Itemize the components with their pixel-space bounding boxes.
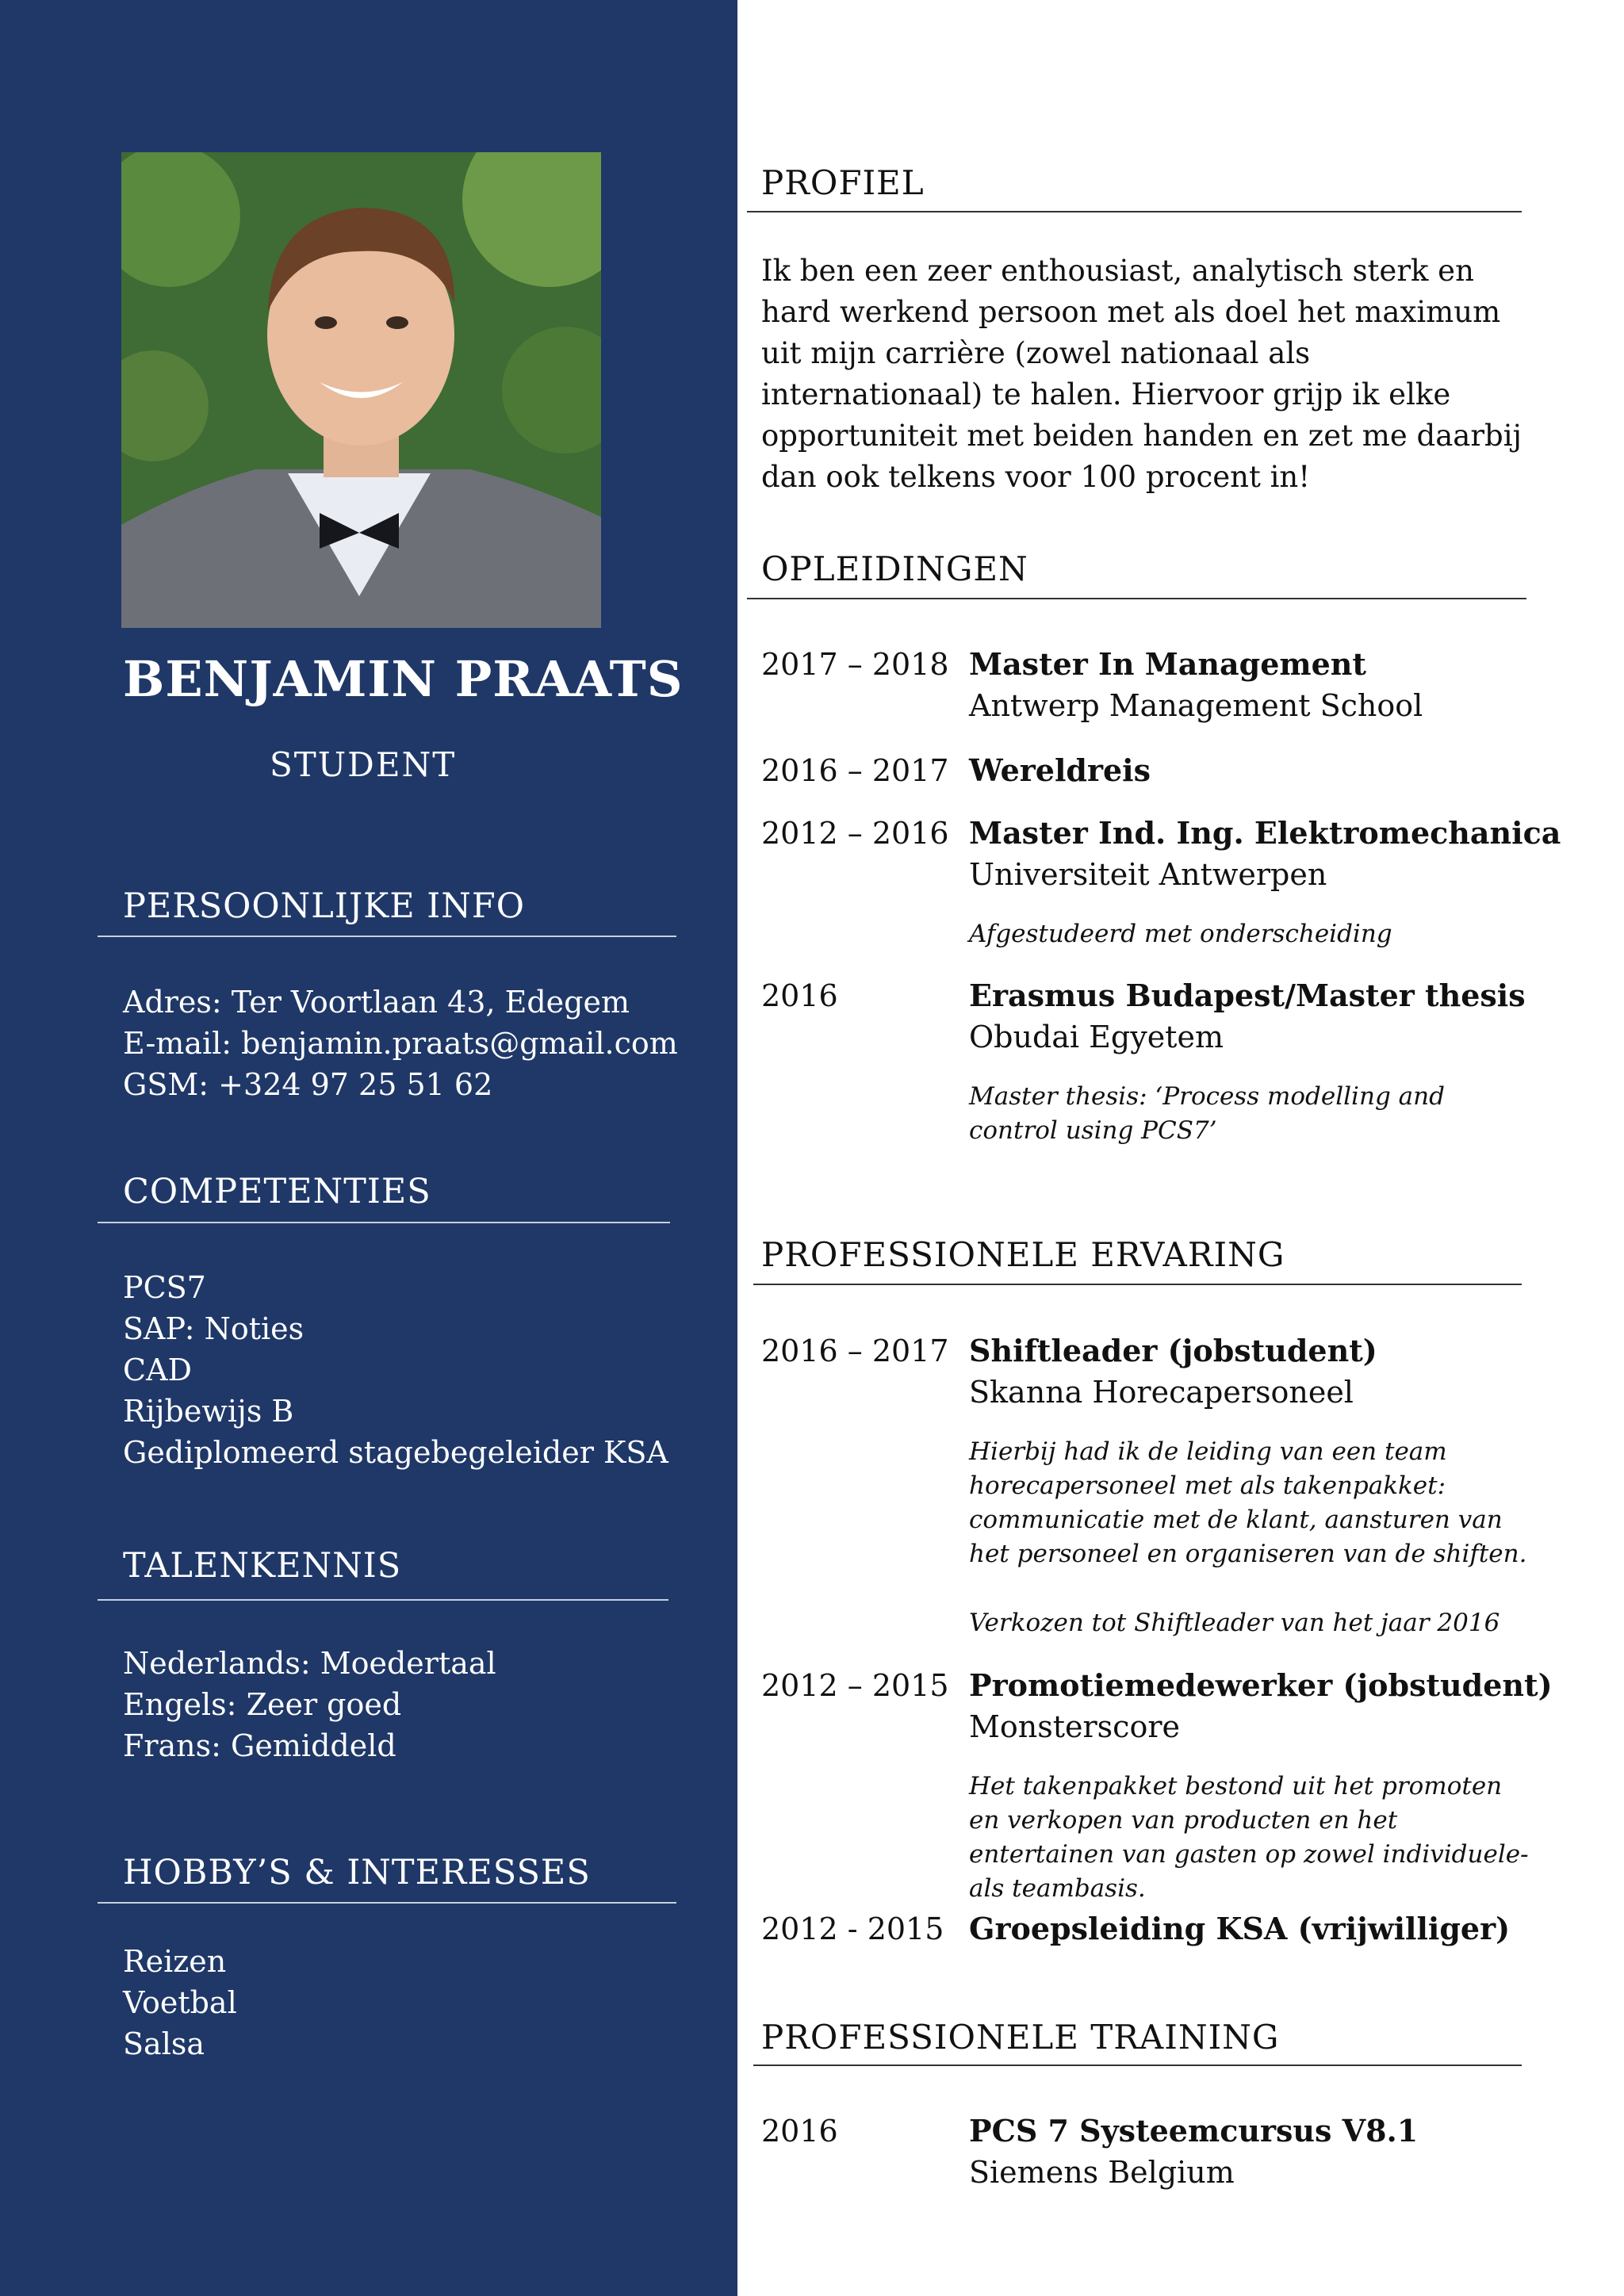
person-name: BENJAMIN PRAATS xyxy=(123,650,684,708)
entry-provider: Siemens Belgium xyxy=(969,2155,1235,2190)
list-item: Voetbal xyxy=(123,1985,237,2020)
section-heading-personal-info: PERSOONLIJKE INFO xyxy=(123,886,525,926)
entry-company: Monsterscore xyxy=(969,1709,1180,1744)
phone-line[interactable]: GSM: +324 97 25 51 62 xyxy=(123,1067,493,1102)
section-divider xyxy=(98,1902,676,1904)
entry-title: Shiftleader (jobstudent) xyxy=(969,1333,1377,1368)
list-item: Salsa xyxy=(123,2026,205,2061)
sidebar xyxy=(0,0,737,2296)
list-item: Engels: Zeer goed xyxy=(123,1687,402,1722)
section-divider xyxy=(98,1222,670,1223)
person-title: STUDENT xyxy=(270,745,457,784)
entry-year: 2017 – 2018 xyxy=(761,647,949,682)
section-divider xyxy=(98,936,676,937)
skills-list xyxy=(123,1267,668,1473)
list-item: Gediplomeerd stagebegeleider KSA xyxy=(123,1435,668,1470)
entry-title: PCS 7 Systeemcursus V8.1 xyxy=(969,2113,1419,2149)
section-heading-education: OPLEIDINGEN xyxy=(761,549,1028,588)
address-line: Adres: Ter Voortlaan 43, Edegem xyxy=(123,985,630,1020)
entry-year: 2012 – 2016 xyxy=(761,816,949,851)
list-item: SAP: Noties xyxy=(123,1311,304,1346)
section-heading-hobbies: HOBBY’S & INTERESSES xyxy=(123,1853,591,1892)
profile-text: Ik ben een zeer enthousiast, analytisch sterk en hard werkend persoon met als doel het maximum uit mijn carrière (zowel nationaal als internationaal) te halen. Hiervoor grijp ik elke opportuniteit met beiden handen en zet me daarbij dan ook telkens voor 100 procent in! xyxy=(761,254,1522,494)
entry-note: Afgestudeerd met onderscheiding xyxy=(969,920,1392,948)
entry-institution: Antwerp Management School xyxy=(969,688,1423,723)
section-heading-experience: PROFESSIONELE ERVARING xyxy=(761,1235,1285,1274)
list-item: Rijbewijs B xyxy=(123,1394,294,1429)
entry-note: Master thesis: ‘Process modelling and control using PCS7’ xyxy=(969,1082,1445,1145)
entry-year: 2016 xyxy=(761,978,838,1013)
section-divider xyxy=(747,211,1522,212)
entry-title: Master Ind. Ing. Elektromechanica xyxy=(969,815,1561,851)
entry-title: Wereldreis xyxy=(969,752,1151,788)
entry-title: Promotiemedewerker (jobstudent) xyxy=(969,1667,1553,1703)
entry-institution: Universiteit Antwerpen xyxy=(969,857,1327,892)
hobbies-list xyxy=(123,1941,237,2064)
section-divider xyxy=(753,1284,1522,1285)
list-item: PCS7 xyxy=(123,1270,206,1305)
languages-list xyxy=(123,1643,496,1766)
personal-info-list xyxy=(123,982,678,1105)
section-heading-skills: COMPETENTIES xyxy=(123,1172,431,1211)
entry-note-award: Verkozen tot Shiftleader van het jaar 2016 xyxy=(969,1609,1500,1637)
section-divider xyxy=(98,1599,668,1601)
list-item: Nederlands: Moedertaal xyxy=(123,1646,496,1681)
section-divider xyxy=(747,598,1526,599)
email-line[interactable]: E-mail: benjamin.praats@gmail.com xyxy=(123,1026,678,1061)
list-item: CAD xyxy=(123,1353,192,1387)
entry-title: Master In Management xyxy=(969,646,1366,682)
entry-company: Skanna Horecapersoneel xyxy=(969,1375,1354,1410)
section-heading-training: PROFESSIONELE TRAINING xyxy=(761,2018,1280,2057)
entry-year: 2012 – 2015 xyxy=(761,1668,949,1703)
section-divider xyxy=(753,2064,1522,2066)
section-heading-profile: PROFIEL xyxy=(761,163,925,202)
entry-title: Groepsleiding KSA (vrijwilliger) xyxy=(969,1911,1511,1946)
entry-note: Hierbij had ik de leiding van een team horecapersoneel met als takenpakket: communicatie met de klant, aansturen van het personeel en organiseren van de shiften. xyxy=(969,1437,1527,1568)
profile-photo-illustration xyxy=(121,152,601,628)
section-heading-languages: TALENKENNIS xyxy=(123,1546,402,1586)
list-item: Reizen xyxy=(123,1944,227,1979)
entry-institution: Obudai Egyetem xyxy=(969,1020,1224,1054)
entry-year: 2016 – 2017 xyxy=(761,753,949,788)
list-item: Frans: Gemiddeld xyxy=(123,1728,396,1763)
entry-year: 2012 - 2015 xyxy=(761,1911,944,1946)
entry-year: 2016 – 2017 xyxy=(761,1334,949,1368)
profile-photo xyxy=(121,152,601,628)
entry-year: 2016 xyxy=(761,2114,838,2149)
entry-title: Erasmus Budapest/Master thesis xyxy=(969,978,1526,1013)
entry-note: Het takenpakket bestond uit het promoten en verkopen van producten en het entertainen van gasten op zowel individuele- als teambasis. xyxy=(969,1772,1529,1903)
